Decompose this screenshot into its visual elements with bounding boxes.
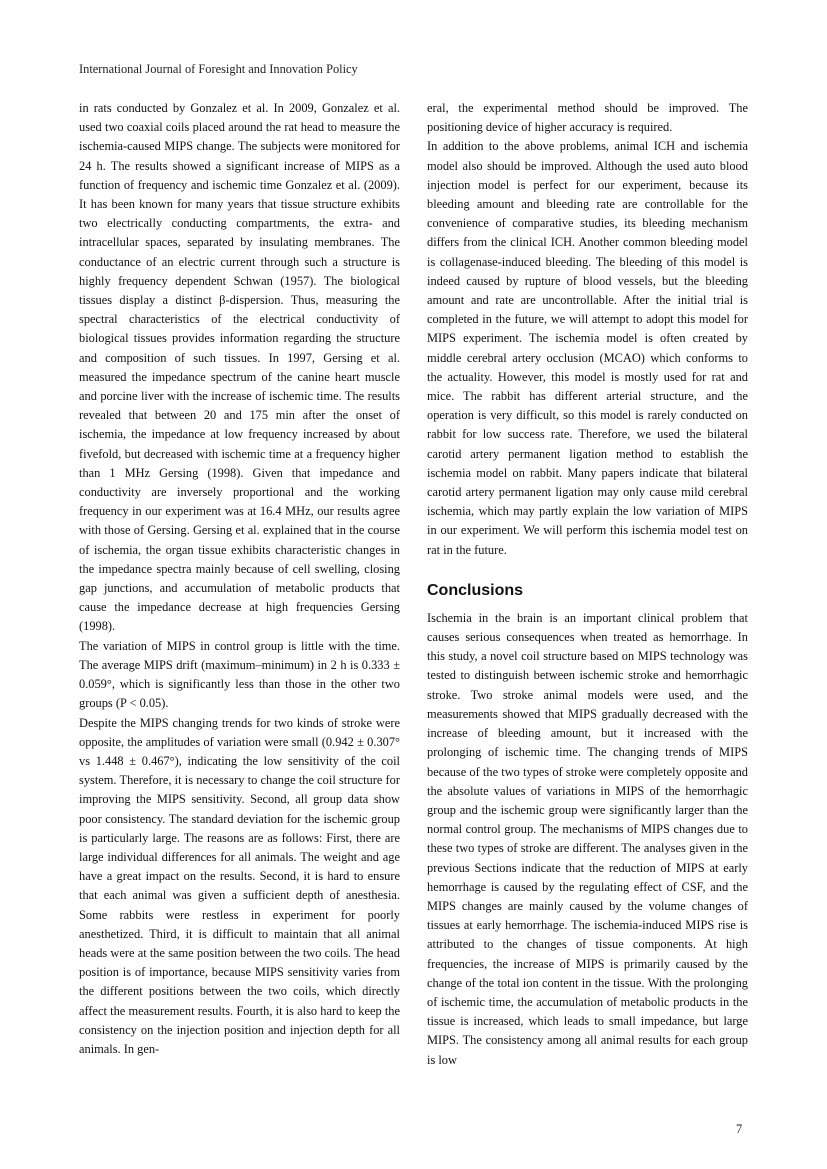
body-paragraph-2: The variation of MIPS in control group is little with the time. The average MIPS drift (maximum–minimum) in 2 h is 0.333 ± 0.059°, which is significantly less than those in the other two groups (P < 0.05). [79, 638, 400, 711]
conclusions-paragraph: Ischemia in the brain is an important clinical problem that causes serious consequences when treated as hemorrhage. In this study, a novel coil structure based on MIPS technology was tested to distinguish between ischemic stroke and hemorrhagic stroke. Two stroke animal models were used, and the measurements showed that MIPS gradually decreased with the increase of bleeding amount, but it increased with the prolonging of ischemic time. The changing trends of MIPS because of the two types of stroke were completely opposite and the absolute values of variations in MIPS of the hemorrhagic group and the ischemic group were significantly larger than the normal control group. The mechanisms of MIPS changes due to these two types of stroke are different. The analyses given in the previous Sections indicate that the reduction of MIPS at early hemorrhage is caused by the regulating effect of CSF, and the MIPS changes are mainly caused by the volume changes of tissues at early hemorrhage. The ischemia-induced MIPS rise is attributed to the changes of tissue components. At high frequencies, the increase of MIPS is primarily caused by the change of the total ion content in the tissue. With the prolonging of ischemic time, the accumulation of metabolic products in the tissue is increased, which leads to small impedance, but large MIPS. The consistency among all animal results for each group is low [427, 610, 748, 1067]
page-number: 7 [736, 1122, 743, 1136]
body-paragraph-3: Despite the MIPS changing trends for two kinds of stroke were opposite, the amplitudes of variation were small (0.942 ± 0.307° vs 1.448 ± 0.467°), indicating the low sensitivity of the coil system. Therefore, it is necessary to change the coil structure for improving the MIPS sensitivity. Second, all group data show poor consistency. The standard deviation for the ischemic group is particularly large. The reasons are as follows: First, there are large individual differences for all animals. The weight and age have a great impact on the results. Second, it is hard to ensure that each animal was given a sufficient depth of anesthesia. Some rabbits were restless in experiment for poorly anesthetized. Third, it is difficult to maintain that all animal heads were at the same position between the two coils. The head position is of importance, because MIPS sensitivity varies from the different positions between the two coils, which directly affect the measurement results. Fourth, it is also hard to keep the consistency on the injection position and injection depth for all animals. In gen- [79, 715, 400, 1056]
section-title-conclusions: Conclusions [427, 581, 524, 599]
body-paragraph-5: In addition to the above problems, animal ICH and ischemia model also should be improved. Although the used auto blood injection model is perfect for our experiment, because its bleeding amount and bleeding rate are controllable for the convenience of comparative studies, its bleeding mechanism differs from the clinical ICH. Another common bleeding model is collagenase-induced bleeding. The bleeding of this model is indeed caused by rupture of blood vessels, but the bleeding amount and rate are uncontrollable. After the initial trial is completed in the future, we will attempt to adopt this model for MIPS experiment. The ischemia model is often created by middle cerebral artery occlusion (MCAO) which conforms to the actuality. However, this model is mostly used for rat and mice. The rabbit has different arterial structure, and the operation is very difficult, so this model is rarely conducted on rabbit for low success rate. Therefore, we used the bilateral carotid artery permanent ligation method to establish the ischemia model on rabbit. Many papers indicate that bilateral carotid artery permanent ligation may only cause mild cerebral ischemia, which may partly explain the low variation of MIPS in our experiment. We will perform this ischemia model test on rat in the future. [427, 139, 748, 557]
body-paragraph-4: eral, the experimental method should be improved. The positioning device of higher accuracy is required. [427, 101, 748, 135]
running-header: International Journal of Foresight and Innovation Policy [79, 62, 358, 76]
body-paragraph-1: in rats conducted by Gonzalez et al. In 2009, Gonzalez et al. used two coaxial coils placed around the rat head to measure the ischemia-caused MIPS change. The subjects were monitored for 24 h. The results showed a significant increase of MIPS as a function of frequency and ischemic time Gonzalez et al. (2009). It has been known for many years that tissue structure exhibits two electrically conducting compartments, the extra- and intracellular spaces, separated by insulating membranes. The conductance of an electric current through such a structure is highly frequency dependent Schwan (1957). The biological tissues display a distinct β-dispersion. Thus, measuring the spectral characteristics of the electrical conductivity of biological tissues provides information regarding the structure and composition of such tissues. In 1997, Gersing et al. measured the impedance spectrum of the canine heart muscle and porcine liver with the increase of ischemic time. The results revealed that between 20 and 175 min after the onset of ischemia, the impedance at low frequency increased by about fivefold, but decreased with ischemic time at a frequency higher than 1 MHz Gersing (1998). Given that impedance and conductivity are inversely proportional and the working frequency in our experiment was at 16.4 MHz, our results agree with those of Gersing. Gersing et al. explained that in the course of ischemia, the organ tissue exhibits characteristic changes in the impedance spectra mainly because of cell swelling, closing gap junctions, and accumulation of metabolic products that cause the impedance decrease at high frequencies Gersing (1998). [79, 101, 400, 634]
right-column [427, 99, 748, 1070]
left-column [79, 99, 400, 1059]
